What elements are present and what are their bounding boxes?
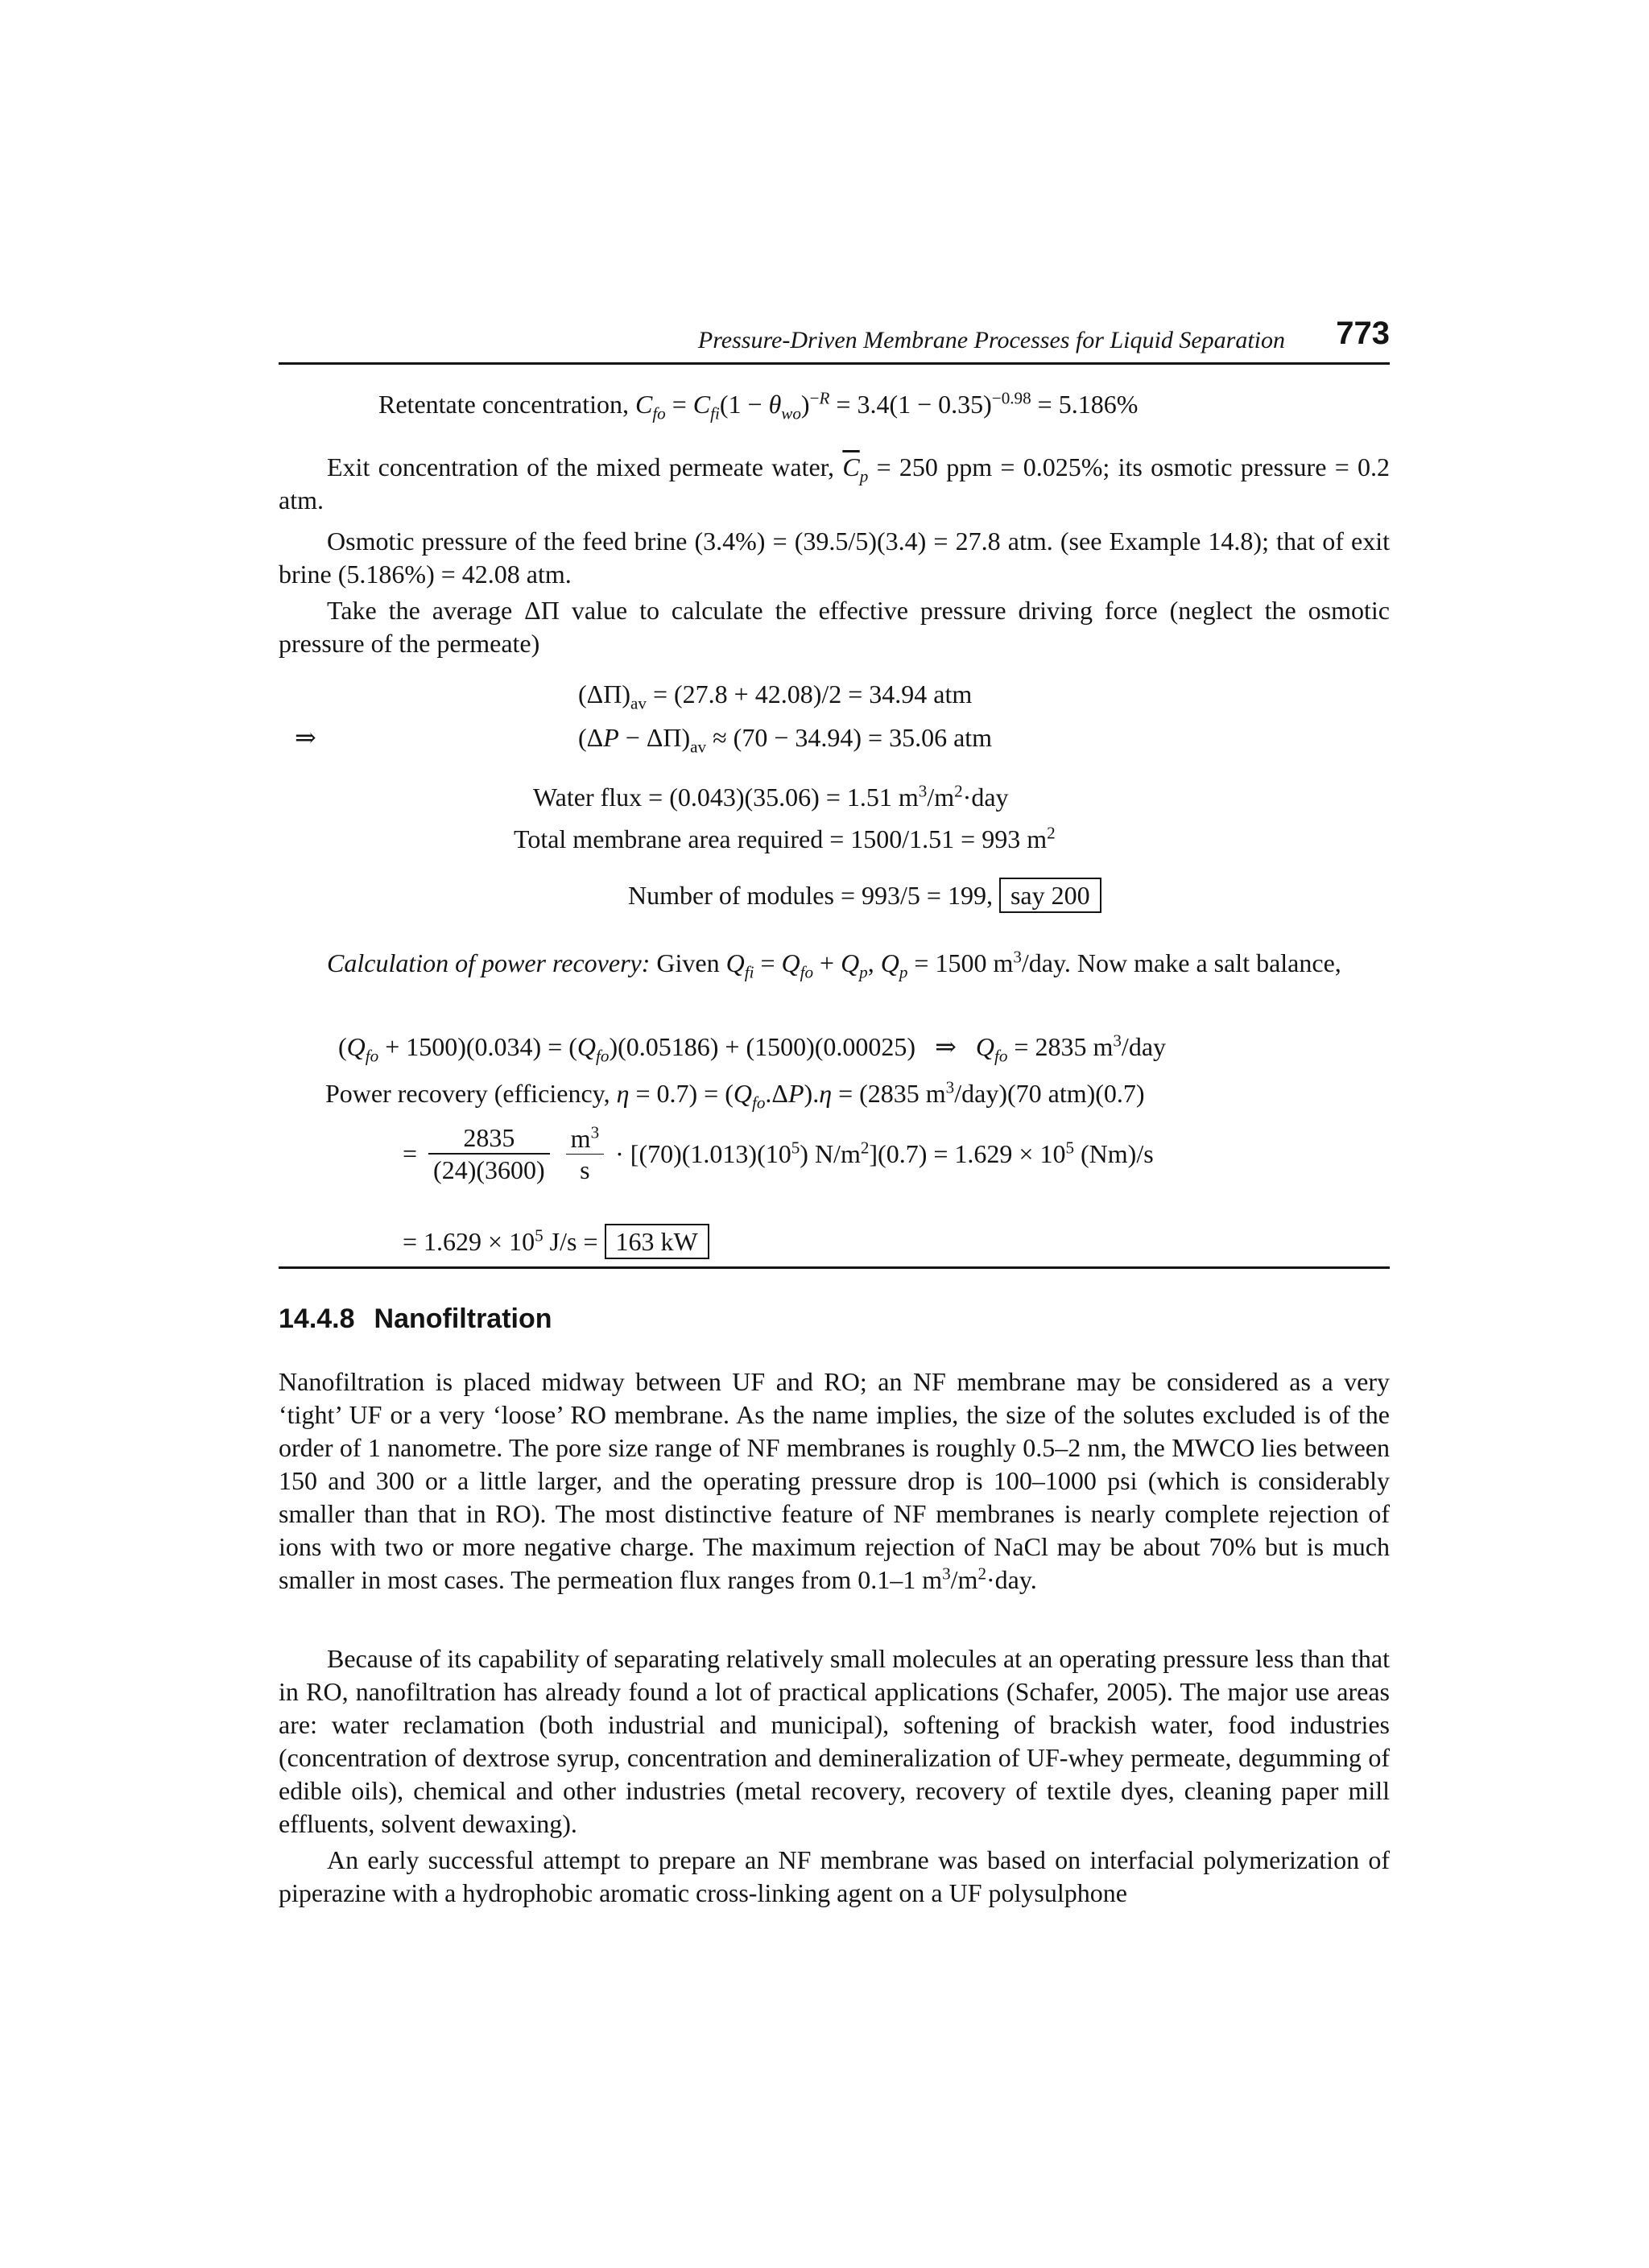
- modules-answer-box: say 200: [999, 878, 1101, 913]
- modules-equation: Number of modules = 993/5 = 199, say 200: [628, 879, 1101, 912]
- running-head: Pressure-Driven Membrane Processes for Liquid Separation: [697, 327, 1285, 353]
- nanofiltration-paragraph-3: An early successful attempt to prepare an NF membrane was based on interfacial polymerization of piperazine with a hydrophobic aromatic cross-linking agent on a UF polysulphone: [279, 1845, 1390, 1907]
- power-answer-box: 163 kW: [605, 1224, 709, 1259]
- salt-balance-equation: $(Q_{fo} + 1500)(0.034) = (Q_{fo})(0.05186) + (1500)(0.00025)$ ⇒ $Q_{fo} = 2835$ $m^3$/day: [338, 1031, 1167, 1066]
- membrane-area-equation: Total membrane area required = 1500/1.51 = 993 $m^2$: [514, 823, 1056, 853]
- osmotic-pressure-paragraph: Osmotic pressure of the feed brine (3.4%) = (39.5/5)(3.4) = 27.8 atm. (see Example 14.8); that of exit brine (5.186%) = 42.08 atm.: [279, 527, 1390, 589]
- example-end-rule: [279, 1266, 1390, 1269]
- water-flux-equation: Water flux = (0.043)(35.06) = 1.51 $m^3/m^2\cdot day$: [533, 781, 1009, 812]
- flow-fraction: $\frac{2835}{(24)(3600)}$: [428, 1122, 550, 1185]
- driving-force-equation: $(\Delta P - \Delta\Pi)_{av} \approx (70 - 34.94) = 35.06$ atm: [578, 723, 993, 757]
- section-title: Nanofiltration: [374, 1303, 552, 1334]
- nanofiltration-paragraph-1: Nanofiltration is placed midway between UF and RO; an NF membrane may be considered as a very ‘tight’ UF or a very ‘loose’ RO membrane. As the name implies, the size of the solutes excluded is of the order of 1 nanometre. The pore size range of NF membranes is roughly 0.5–2 nm, the MWCO lies between 150 and 300 or a little larger, and the operating pressure drop is 100–1000 psi (which is considerably smaller than that in RO). The most distinctive feature of NF membranes is nearly complete rejection of ions with two or more negative charge. The maximum rejection of NaCl may be about 70% but is much smaller in most cases. The permeation flux ranges from 0.1–1 $m^3/m^2\cdot day$.: [279, 1367, 1390, 1594]
- page-header: [279, 317, 1390, 365]
- power-calculation-equation: = $\frac{2835}{(24)(3600)}$ $\frac{m^3}{s}$ · $[(70)(1.013)(10^5) N/m^2](0.7) = 1.629 \times 10^5$ (Nm)/s: [403, 1122, 1154, 1184]
- average-pressure-paragraph: Take the average ΔΠ value to calculate the effective pressure driving force (neglect the osmotic pressure of the permeate): [279, 596, 1390, 658]
- section-number: 14.4.8: [279, 1303, 355, 1334]
- retentate-equation: Retentate concentration, $C_{fo} = C_{fi}(1 - \theta_{wo})^{-R} = 3.4(1 - 0.35)^{-0.98} = 5.186\%$: [378, 388, 1139, 423]
- page-number: 773: [1336, 316, 1390, 351]
- implies-arrow: ⇒: [295, 723, 316, 752]
- nanofiltration-paragraph-2: Because of its capability of separating relatively small molecules at an operating pressure less than that in RO, nanofiltration has already found a lot of practical applications (Schafer, 2005). The major use areas are: water reclamation (both industrial and municipal), softening of brackish water, food industries (concentration of dextrose syrup, concentration and demineralization of UF-whey permeate, degumming of edible oils), chemical and other industries (metal recovery, recovery of textile dyes, cleaning paper mill effluents, solvent dewaxing).: [279, 1644, 1390, 1838]
- power-recovery-equation: Power recovery (efficiency, $\eta = 0.7) = (Q_{fo}.\Delta P).\eta = (2835$ $m^3/day)(70$ atm)(0.7): [325, 1077, 1145, 1113]
- unit-fraction: $\frac{m^3}{s}$: [566, 1123, 604, 1185]
- section-heading: [279, 1303, 552, 1336]
- exit-concentration-paragraph: Exit concentration of the mixed permeate water, $\overline{C}_p = 250$ ppm = 0.025%; its osmotic pressure = 0.2 atm.: [279, 452, 1391, 514]
- power-recovery-intro: Calculation of power recovery: Given $Q_{fi} = Q_{fo} + Q_p$, $Q_p = 1500$ $m^3$/day. Now make a salt balance,: [327, 947, 1341, 982]
- average-osmotic-equation: $(\Delta\Pi)_{av} = (27.8 + 42.08)/2 = 34.94$ atm: [578, 680, 973, 713]
- power-final-equation: = $1.629 \times 10^5$ J/s = 163 kW: [403, 1225, 709, 1258]
